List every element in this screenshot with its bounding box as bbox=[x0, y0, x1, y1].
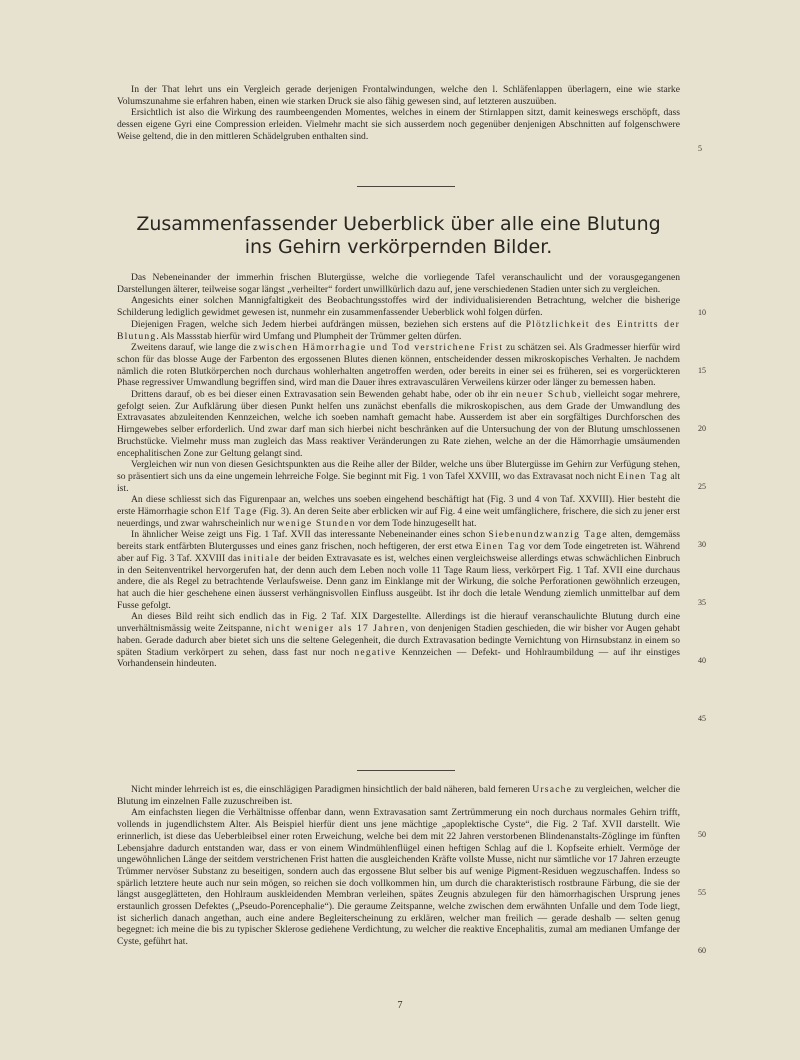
line-number: 5 bbox=[698, 144, 702, 153]
line-number: 20 bbox=[698, 424, 706, 433]
line-number: 30 bbox=[698, 540, 706, 549]
paragraph bbox=[117, 295, 680, 318]
bottom-text-block bbox=[117, 784, 680, 948]
paragraph-text: In der That lehrt uns ein Vergleich gerade derjenigen Frontalwindungen, welche den l. Schläfenlappen überlagern, eine wie starke Volumszunahme sie erfahren haben, einen wie starken Druck sie also fähig gewesen sind, auf letzteren auszuüben. bbox=[117, 84, 680, 107]
paragraph: Nicht minder lehrreich ist es, die einschlägigen Paradigmen hinsichtlich der bald näheren, bald ferneren Ursache zu vergleichen, welcher die Blutung im einzelnen Falle zuzuschreiben ist. bbox=[117, 784, 680, 807]
spaced-emphasis: Einen Tag bbox=[475, 541, 526, 553]
section-heading bbox=[117, 213, 680, 259]
heading-line-1: Zusammenfassender Ueberblick über alle eine Blutung bbox=[136, 213, 661, 235]
paragraph: Zweitens darauf, wie lange die zwischen Hämorrhagie und Tod verstrichene Frist zu schätzen sei. Als Gradmesser hierfür wird schon für das blosse Auge der Farbenton des ergossenen Blutes dienen können, entscheidender dessen mikroskopisches Verhalten. Je nachdem nämlich die roten Blutkörperchen noch durchaus wohlerhalten angetroffen werden, oder bereits in einer sei es früheren, sei es vorgerückteren Phase regressiver Umwandlung begriffen sind, wird man die Dauer ihres extravasculären Verweilens kürzer oder länger zu bemessen haben. bbox=[117, 342, 680, 389]
paragraph: Vergleichen wir nun von diesen Gesichtspunkten aus die Reihe aller der Bilder, welche uns über Blutergüsse im Gehirn zur Verfügung stehen, so präsentiert sich uns da eine ungemein lehrreiche Folge. Sie beginnt mit Fig. 1 von Tafel XXVIII, wo das Extravasat noch nicht Einen Tag alt ist. bbox=[117, 459, 681, 494]
section-divider bbox=[357, 770, 455, 771]
middle-text-block bbox=[117, 272, 680, 670]
line-number: 55 bbox=[698, 888, 706, 897]
spaced-emphasis: Ursache bbox=[532, 784, 573, 795]
spaced-emphasis: wenige Stunden bbox=[277, 517, 356, 529]
paragraph-text: Am einfachsten liegen die Verhältnisse offenbar dann, wenn Extravasation samt Zertrümmerung ein noch durchaus normales Gehirn trifft, vollends in jugendlichstem Alter. Als Beispiel hierfür dient uns jene mächtige „apoplektische Cyste“, die Fig. 2 Taf. XVII darstellt. Wie erinnerlich, ist diese das Ueberbleibsel einer roten Erweichung, welche bei dem mit 22 Jahren verstorbenen Blindenanstalts-Zöglinge im fünften Lebensjahre dadurch entstanden war, dass er von einem Windmühlenflügel einen heftigen Schlag auf die l. Kopfseite erhielt. Vermöge der ungewöhnlichen Länge der seitdem verstrichenen Frist hatten die ausgleichenden Kräfte vollste Musse, nicht nur sämtliche vor 17 Jahren erzeugte Trümmer nervöser Substanz zu beseitigen, sondern auch das ergossene Blut selber bis auf wenige Pigment-Residuen wegzuschaffen. Indess so spärlich letztere heute auch nur sein mögen, so reichen sie doch vollkommen hin, um durch die charakteristisch rostbraune Färbung, die sie der längst ausgeglätteten, den Hohlraum auskleidenden Membran verleihen, spätes Zeugnis abzulegen für den hämorrhagischen Ursprung jenes erstaunlich grossen Defektes („Pseudo-Porencephalie“). Die geraume Zeitspanne, welche zwischen dem erwähnten Unfalle und dem Tode liegt, ist sicherlich danach angethan, auch eine andere Begleiterscheinung zu erklären, welcher man freilich — gerade deshalb — selten genug begegnet: ich meine die bis zu typischer Sklerose gediehene Verdichtung, zu welcher die reaktive Encephalitis, zumal am medianen Umfange der Cyste, geführt hat. bbox=[117, 807, 680, 948]
paragraph-text: Angesichts einer solchen Mannigfaltigkeit des Beobachtungsstoffes wird der individualisierenden Betrachtung, welcher die bisherige Schilderung lediglich gewidmet gewesen ist, nunmehr ein zusammenfassender Ueberblick wohl folgen dürfen. bbox=[117, 295, 680, 319]
paragraph-text: Ersichtlich ist also die Wirkung des raumbeengenden Momentes, welches in einem der Stirnlappen sitzt, damit keineswegs erschöpft, dass dessen eigene Gyri eine Compression erleiden. Vielmehr macht sie sich ausserdem noch gegenüber denjenigen Abschnitten auf folgenschwere Weise geltend, die in den mittleren Schädelgruben enthalten sind. bbox=[117, 107, 680, 142]
paragraph: Drittens darauf, ob es bei dieser einen Extravasation sein Bewenden gehabt habe, oder ob ihr ein neuer Schub, vielleicht sogar mehrere, gefolgt seien. Zur Aufklärung über diesen Punkt helfen uns zunächst ebenfalls die mikroskopischen, aus dem Grade der Umwandlung des Extravasates abzuleitenden Kennzeichen, welche ich soeben namhaft gemacht habe. Ausserdem ist aber ein sorgfältiges Durchforschen des Hirngewebes selber erforderlich. Und zwar darf man sich hierbei nicht beschränken auf die Untersuchung der von der Blutung umschlossenen Bruchstücke. Vielmehr muss man zugleich das Mass reaktiver Veränderungen zu Rate ziehen, welche an der die Hämorrhagie umsäumenden encephalitischen Zone zur Geltung gelangt sind. bbox=[117, 389, 680, 459]
paragraph: An diese schliesst sich das Figurenpaar an, welches uns soeben eingehend beschäftigt hat (Fig. 3 und 4 von Taf. XXVIII). Hier besteht die erste Hämorrhagie schon Elf Tage (Fig. 3). An deren Seite aber erblicken wir auf Fig. 4 eine weit umfänglichere, frischere, die sich zu jener erst neuerdings, und zwar wahrscheinlich nur wenige Stunden vor dem Tode hinzugesellt hat. bbox=[117, 494, 680, 529]
heading-line-2: ins Gehirn verkörpernden Bilder. bbox=[244, 236, 553, 258]
line-number: 60 bbox=[698, 946, 706, 955]
paragraph-text: Das Nebeneinander der immerhin frischen Blutergüsse, welche die vorliegende Tafel veranschaulicht und der vorausgegangenen Darstellungen älterer, teilweise sogar längst „verheilter“ fordert unwillkürlich dazu auf, jene verschiedenen Stadien unter sich zu vergleichen. bbox=[117, 272, 680, 295]
paragraph bbox=[117, 272, 680, 295]
page-number: 7 bbox=[397, 1000, 403, 1011]
paragraph bbox=[117, 84, 680, 107]
paragraph: An dieses Bild reiht sich endlich das in Fig. 2 Taf. XIX Dargestellte. Allerdings ist die hierauf veranschaulichte Blutung durch eine unverhältnismässig weite Zeitspanne, nicht weniger als 17 Jahren, von denjenigen Stadien geschieden, die wir bisher vor Augen gehabt haben. Gerade dadurch aber bietet sich uns die seltene Gelegenheit, die durch Extravasation bedingte Vernichtung von Hirnsubstanz in einem so späten Stadium verkörpert zu sehen, dass fast nur noch negative Kennzeichen — Defekt- und Hohlraumbildung — auf ihr einstiges Vorhandensein hindeuten. bbox=[117, 611, 680, 670]
spaced-emphasis: negative bbox=[354, 646, 397, 658]
line-number: 40 bbox=[698, 656, 706, 665]
line-number: 35 bbox=[698, 598, 706, 607]
line-number: 10 bbox=[698, 308, 706, 317]
line-number: 50 bbox=[698, 830, 706, 839]
line-number: 45 bbox=[698, 714, 706, 723]
spaced-emphasis: Siebenundzwanzig Tage bbox=[488, 529, 608, 541]
spaced-emphasis: nicht weniger als 17 Jahren bbox=[265, 623, 406, 635]
spaced-emphasis: zwischen Hämorrhagie und Tod verstrichene Frist bbox=[253, 342, 504, 354]
paragraph bbox=[117, 107, 680, 142]
spaced-emphasis: Elf Tage bbox=[215, 506, 258, 518]
paragraph bbox=[117, 807, 680, 947]
line-number: 25 bbox=[698, 482, 706, 491]
section-divider bbox=[357, 186, 455, 187]
spaced-emphasis: Einen Tag bbox=[618, 470, 668, 482]
spaced-emphasis: initiale bbox=[243, 552, 280, 564]
top-text-block bbox=[117, 84, 680, 143]
spaced-emphasis: Plötzlichkeit des Eintritts der Blutung bbox=[117, 318, 680, 342]
spaced-emphasis: neuer Schub bbox=[516, 389, 578, 401]
paragraph: In ähnlicher Weise zeigt uns Fig. 1 Taf. XVII das interessante Nebeneinander eines schon Siebenundzwanzig Tage alten, demgemäss bereits stark entfärbten Blutergusses und eines ganz frischen, noch heftigeren, der erst etwa Einen Tag vor dem Tode eingetreten ist. Während aber auf Fig. 3 Taf. XXVIII das initiale der beiden Extravasate es ist, welches einen vergleichsweise allerdings etwas schwächlichen Einbruch in den Seitenventrikel hervorgerufen hat, der denn auch dem Leben noch volle 11 Tage Raum liess, verkörpert Fig. 1 Taf. XVII eine durchaus andere, die als Regel zu betrachtende Verlaufsweise. Denn ganz im Einklange mit der Wirkung, die solche Perforationen gewöhnlich erzeugen, hat auch die hier geschehene einen äusserst verhängnisvollen Einfluss ausgeübt. Ist ihr doch die letale Wendung ziemlich unmittelbar auf dem Fusse gefolgt. bbox=[117, 529, 680, 611]
line-number: 15 bbox=[698, 366, 706, 375]
paragraph: Diejenigen Fragen, welche sich Jedem hierbei aufdrängen müssen, beziehen sich erstens auf die Plötzlichkeit des Eintritts der Blutung. Als Massstab hierfür wird Umfang und Plumpheit der Trümmer gelten dürfen. bbox=[117, 318, 680, 342]
